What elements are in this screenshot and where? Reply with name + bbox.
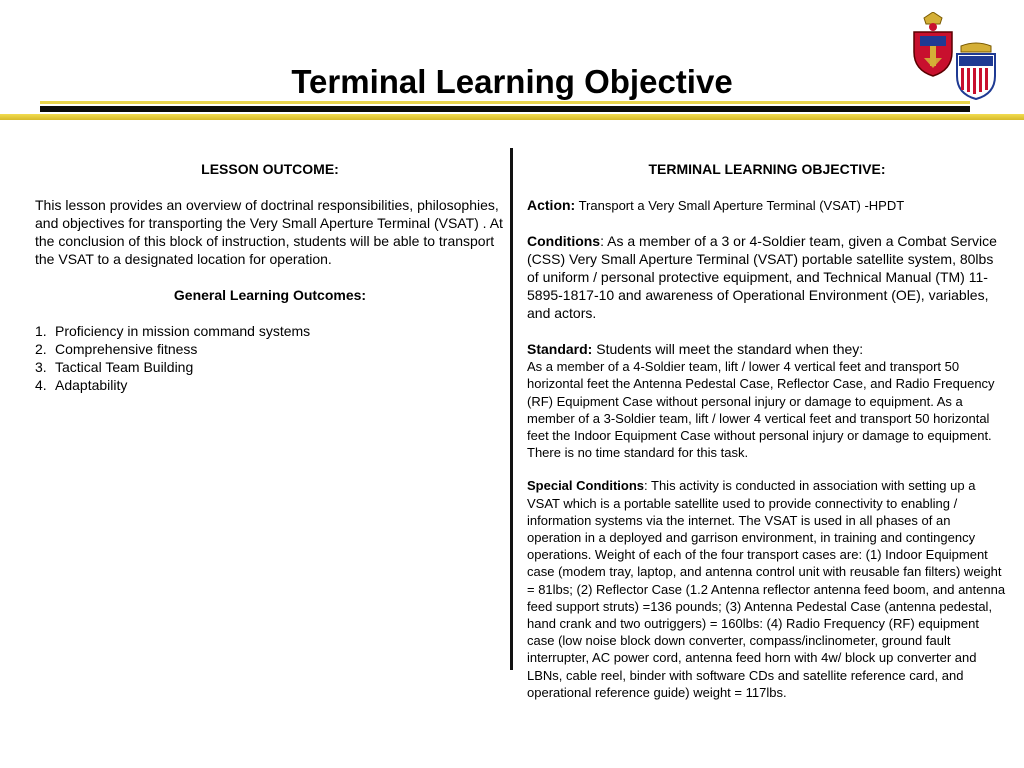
column-divider xyxy=(510,148,513,670)
special-conditions-paragraph xyxy=(527,477,1007,701)
special-conditions-text: : This activity is conducted in association with setting up a VSAT which is a portable satellite used to provide connectivity to enabling / information systems via the internet. The VSAT is used in all phases of an operation in a deployed and garrison environment, in training and contingency operations. Weight of each of the four transport cases are: (1) Indoor Equipment case (modem tray, laptop, and antenna control unit with reusable fan filters) weight = 81lbs; (2) Reflector Case (1.2 Antenna reflector antenna feed boom, and antenna feed support struts) =136 pounds; (3) Antenna Pedestal Case (antenna pedestal, hand crank and two outriggers) = 160lbs: (4) Radio Frequency (RF) equipment case (low noise block down converter, compass/inclinometer, ground fault interrupter, AC power cord, antenna feed horn with 4w/ block up converter and LBNs, cable reel, binder with software CDs and satellite reference card, and operational reference guide) weight = 117lbs. xyxy=(527,478,1006,700)
tlo-heading: TERMINAL LEARNING OBJECTIVE: xyxy=(648,161,886,177)
list-item: 4. Adaptability xyxy=(35,377,128,393)
outcomes-list xyxy=(35,322,505,394)
header-rule-black xyxy=(40,106,970,112)
list-item: 1. Proficiency in mission command systems xyxy=(35,323,311,339)
page-title: Terminal Learning Objective xyxy=(291,63,733,100)
lesson-outcome-body: This lesson provides an overview of doctrinal responsibilities, philosophies, and objectives for transporting the Very Small Aperture Terminal (VSAT) . At the conclusion of this block of instruction, students will be able to transport the VSAT to a designated location for operation. xyxy=(35,197,503,267)
conditions-label: Conditions xyxy=(527,233,601,250)
list-item: 2. Comprehensive fitness xyxy=(35,341,198,357)
standard-detail: As a member of a 4-Soldier team, lift / lower 4 vertical feet and transport 50 horizontal feet the Antenna Pedestal Case, Reflector Case, and Radio Frequency (RF) Equipment Case without personal injury or damage to equipment. As a member of a 3-Soldier team, lift / lower 4 vertical feet and transport 50 horizontal feet the Indoor Equipment Case without personal injury or damage to equipment. There is no time standard for this task. xyxy=(527,359,995,461)
lesson-outcome-column xyxy=(35,160,505,394)
standard-label: Standard: xyxy=(527,341,593,358)
action-paragraph xyxy=(527,196,1007,214)
lesson-outcome-heading: LESSON OUTCOME: xyxy=(201,161,339,177)
conditions-text: : As a member of a 3 or 4-Soldier team, given a Combat Service (CSS) Very Small Aperture Terminal (VSAT) portable satellite system, 80lbs of uniform / personal protective equipment, and Technical Manual (TM) 11-5895-1817-10 and awareness of Operational Environment (OE), variables, and actors. xyxy=(527,233,997,322)
header-rule-thin xyxy=(40,101,970,104)
action-text: Transport a Very Small Aperture Terminal (VSAT) -HPDT xyxy=(575,198,905,213)
special-conditions-label: Special Conditions xyxy=(527,478,645,494)
list-item: 3. Tactical Team Building xyxy=(35,359,194,375)
general-outcomes-heading: General Learning Outcomes: xyxy=(173,287,367,303)
standard-paragraph xyxy=(527,340,1007,358)
standard-text: Students will meet the standard when they: xyxy=(592,341,864,358)
conditions-paragraph xyxy=(527,232,1007,322)
header-rule-gold xyxy=(0,114,1024,120)
quartermaster-crest-icon xyxy=(953,42,999,100)
regimental-crest-icon xyxy=(910,12,956,78)
terminal-objective-column xyxy=(527,160,1007,701)
action-label: Action: xyxy=(527,197,576,213)
